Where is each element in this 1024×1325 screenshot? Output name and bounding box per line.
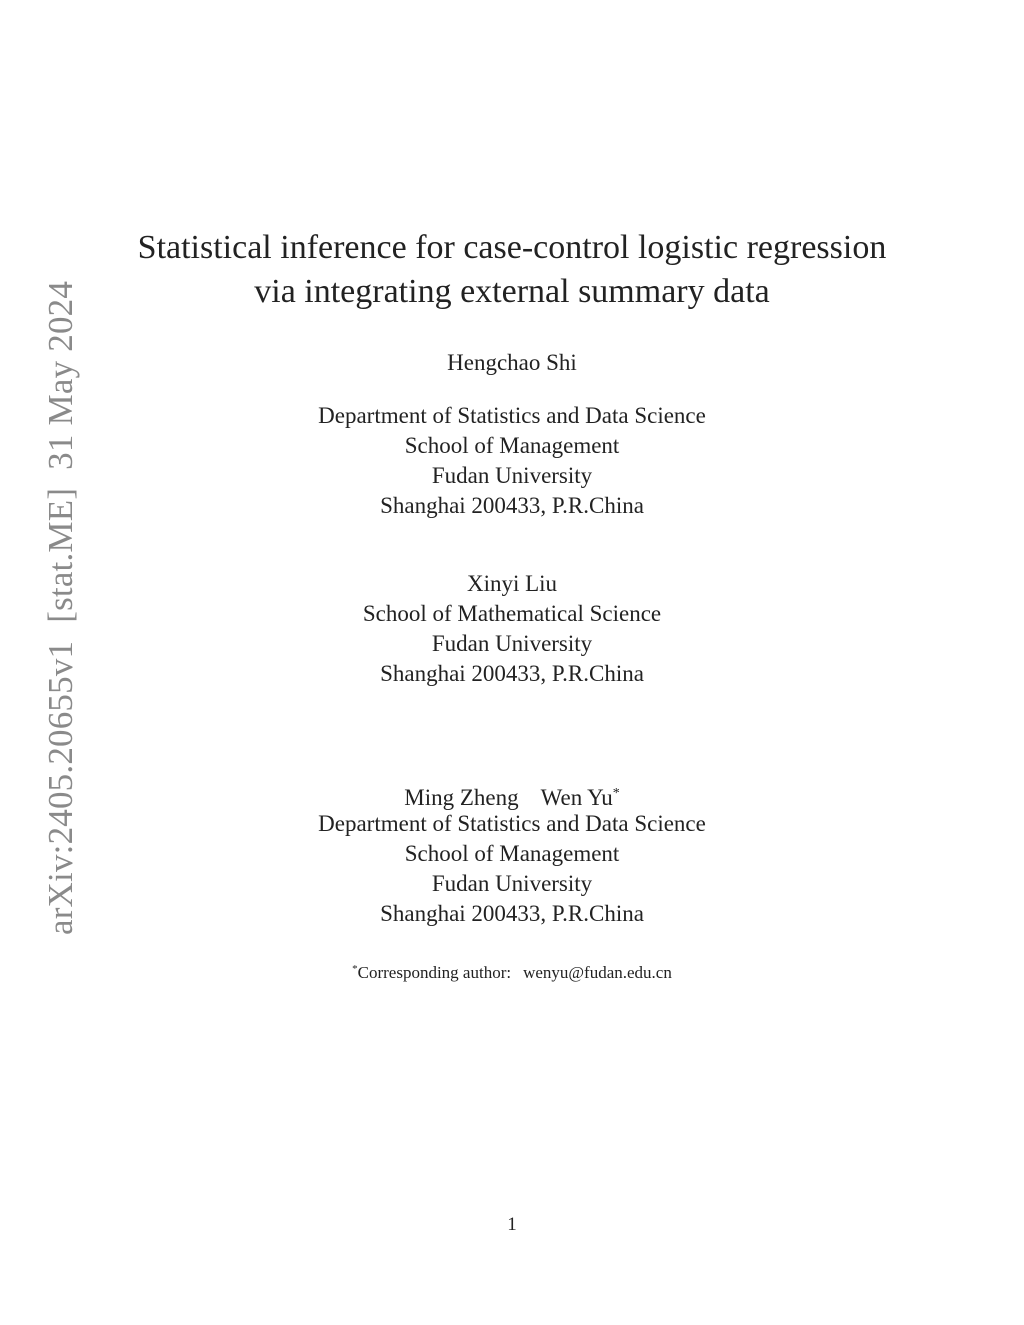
arxiv-date: 31 May 2024 bbox=[41, 280, 80, 470]
author-3-names bbox=[0, 779, 1024, 813]
author-1-name bbox=[0, 348, 1024, 378]
affiliation-line: Department of Statistics and Data Science bbox=[318, 811, 706, 836]
corresponding-author-footnote bbox=[0, 958, 1024, 984]
affiliation-line: Shanghai 200433, P.R.China bbox=[380, 901, 644, 926]
affiliation-line: Department of Statistics and Data Science bbox=[318, 403, 706, 428]
arxiv-category: [stat.ME] bbox=[41, 487, 80, 623]
author-name: Hengchao Shi bbox=[447, 350, 577, 375]
affiliation-line: School of Management bbox=[404, 841, 620, 866]
author-2-name bbox=[0, 569, 1024, 599]
affiliation-line: Fudan University bbox=[431, 631, 593, 656]
author-name: Xinyi Liu bbox=[466, 571, 558, 596]
footnote-mark: * bbox=[352, 963, 358, 975]
affiliation-line: Fudan University bbox=[431, 871, 593, 896]
paper-title bbox=[0, 226, 1024, 314]
affiliation-line: Shanghai 200433, P.R.China bbox=[380, 493, 644, 518]
corresponding-mark: * bbox=[612, 786, 620, 801]
author-2-affiliation bbox=[0, 599, 1024, 689]
footnote-label: Corresponding author: bbox=[357, 963, 512, 982]
author-name: Ming Zheng bbox=[404, 785, 519, 810]
footnote-email: wenyu@fudan.edu.cn bbox=[523, 963, 672, 982]
author-3-affiliation bbox=[0, 809, 1024, 929]
author-name: Wen Yu bbox=[540, 785, 613, 810]
author-1-affiliation bbox=[0, 401, 1024, 521]
affiliation-line: Fudan University bbox=[431, 463, 593, 488]
title-line-1: Statistical inference for case-control logistic regression bbox=[137, 229, 887, 266]
arxiv-id: arXiv:2405.20655v1 bbox=[41, 640, 80, 936]
affiliation-line: School of Management bbox=[404, 433, 620, 458]
title-line-2: via integrating external summary data bbox=[254, 273, 770, 310]
affiliation-line: School of Mathematical Science bbox=[362, 601, 662, 626]
affiliation-line: Shanghai 200433, P.R.China bbox=[380, 661, 644, 686]
page-number: 1 bbox=[507, 1214, 517, 1235]
